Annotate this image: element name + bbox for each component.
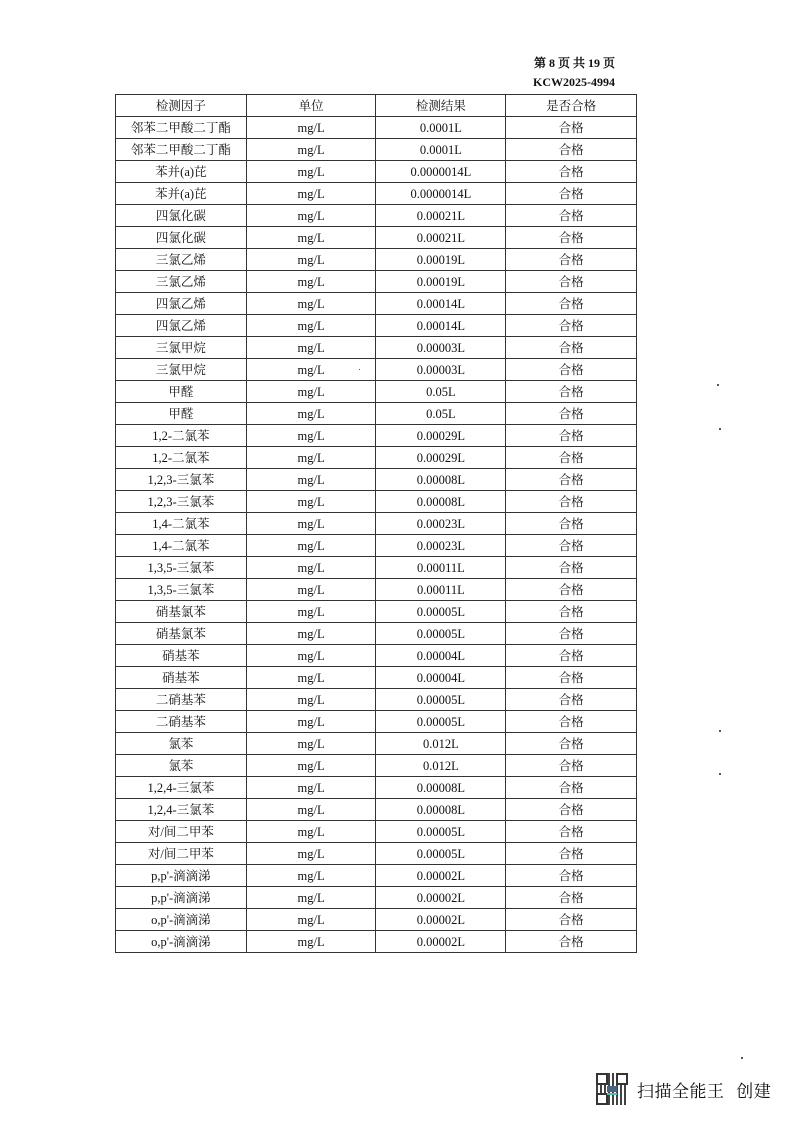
cell-factor: 三氯乙烯 — [116, 271, 247, 293]
cell-factor: 对/间二甲苯 — [116, 821, 247, 843]
table-body — [116, 117, 637, 953]
cell-factor: 氯苯 — [116, 733, 247, 755]
cell-qualified: 合格 — [506, 403, 637, 425]
cell-result: 0.00014L — [376, 293, 506, 315]
scanner-watermark — [596, 1073, 771, 1105]
cell-qualified: 合格 — [506, 117, 637, 139]
cell-qualified: 合格 — [506, 821, 637, 843]
cell-result: 0.00005L — [376, 821, 506, 843]
table-row — [116, 161, 637, 183]
cell-factor: o,p'-滴滴涕 — [116, 931, 247, 953]
report-number: KCW2025-4994 — [533, 75, 615, 89]
table-row — [116, 447, 637, 469]
table-row — [116, 337, 637, 359]
cell-unit: mg/L — [246, 447, 376, 469]
cell-qualified: 合格 — [506, 535, 637, 557]
cell-unit: mg/L — [246, 469, 376, 491]
cell-result: 0.0001L — [376, 117, 506, 139]
table-row — [116, 865, 637, 887]
cell-factor: 四氯化碳 — [116, 205, 247, 227]
table-row — [116, 799, 637, 821]
scan-speck — [741, 1057, 743, 1059]
cell-qualified: 合格 — [506, 557, 637, 579]
cell-result: 0.00019L — [376, 249, 506, 271]
table-row — [116, 359, 637, 381]
cell-result: 0.00002L — [376, 865, 506, 887]
cell-qualified: 合格 — [506, 139, 637, 161]
cell-result: 0.00002L — [376, 909, 506, 931]
cell-result: 0.00029L — [376, 425, 506, 447]
cell-factor: 三氯甲烷 — [116, 337, 247, 359]
table-row — [116, 931, 637, 953]
cell-qualified: 合格 — [506, 513, 637, 535]
cell-unit: mg/L — [246, 711, 376, 733]
cell-factor: 1,3,5-三氯苯 — [116, 557, 247, 579]
cell-qualified: 合格 — [506, 931, 637, 953]
table-row — [116, 843, 637, 865]
page-header — [505, 54, 615, 92]
cell-unit: mg/L — [246, 777, 376, 799]
cell-qualified: 合格 — [506, 777, 637, 799]
table-row — [116, 535, 637, 557]
cell-unit: mg/L — [246, 315, 376, 337]
scan-speck — [359, 369, 360, 370]
cell-result: 0.00004L — [376, 645, 506, 667]
cell-qualified: 合格 — [506, 183, 637, 205]
cell-unit: mg/L — [246, 337, 376, 359]
cell-factor: 邻苯二甲酸二丁酯 — [116, 139, 247, 161]
cell-unit: mg/L — [246, 689, 376, 711]
table-row — [116, 645, 637, 667]
cell-result: 0.00005L — [376, 601, 506, 623]
cell-unit: mg/L — [246, 491, 376, 513]
cell-factor: 1,4-二氯苯 — [116, 535, 247, 557]
scan-speck — [719, 730, 721, 732]
results-table — [115, 94, 637, 953]
table-row — [116, 381, 637, 403]
table-row — [116, 315, 637, 337]
cell-factor: 四氯乙烯 — [116, 293, 247, 315]
cell-qualified: 合格 — [506, 623, 637, 645]
cell-factor: 1,2-二氯苯 — [116, 447, 247, 469]
cell-factor: 1,2,4-三氯苯 — [116, 799, 247, 821]
cell-result: 0.00011L — [376, 579, 506, 601]
qr-code-icon — [596, 1073, 628, 1105]
cell-factor: o,p'-滴滴涕 — [116, 909, 247, 931]
cell-result: 0.00008L — [376, 777, 506, 799]
table-row — [116, 821, 637, 843]
cell-unit: mg/L — [246, 535, 376, 557]
cell-qualified: 合格 — [506, 359, 637, 381]
cell-factor: 邻苯二甲酸二丁酯 — [116, 117, 247, 139]
cell-factor: 三氯甲烷 — [116, 359, 247, 381]
cell-factor: 1,2,3-三氯苯 — [116, 469, 247, 491]
column-header-result: 检测结果 — [376, 95, 506, 117]
cell-result: 0.00019L — [376, 271, 506, 293]
cell-qualified: 合格 — [506, 161, 637, 183]
cell-qualified: 合格 — [506, 667, 637, 689]
cell-result: 0.00021L — [376, 227, 506, 249]
table-row — [116, 513, 637, 535]
cell-result: 0.00004L — [376, 667, 506, 689]
cell-factor: 1,2,3-三氯苯 — [116, 491, 247, 513]
cell-factor: 1,4-二氯苯 — [116, 513, 247, 535]
cell-qualified: 合格 — [506, 711, 637, 733]
cell-result: 0.0000014L — [376, 183, 506, 205]
scan-speck — [719, 773, 721, 775]
cell-result: 0.00002L — [376, 887, 506, 909]
table-row — [116, 227, 637, 249]
cell-result: 0.00023L — [376, 535, 506, 557]
cell-unit: mg/L — [246, 227, 376, 249]
cell-result: 0.00008L — [376, 469, 506, 491]
cell-qualified: 合格 — [506, 865, 637, 887]
cell-unit: mg/L — [246, 667, 376, 689]
cell-unit: mg/L — [246, 887, 376, 909]
cell-unit: mg/L — [246, 579, 376, 601]
table-row — [116, 689, 637, 711]
cell-unit: mg/L — [246, 601, 376, 623]
cell-qualified: 合格 — [506, 381, 637, 403]
table-row — [116, 909, 637, 931]
cell-factor: 硝基苯 — [116, 645, 247, 667]
cell-unit: mg/L — [246, 403, 376, 425]
cell-result: 0.012L — [376, 755, 506, 777]
cell-unit: mg/L — [246, 249, 376, 271]
table-row — [116, 623, 637, 645]
cell-unit: mg/L — [246, 513, 376, 535]
table-row — [116, 491, 637, 513]
cell-qualified: 合格 — [506, 227, 637, 249]
cell-factor: 三氯乙烯 — [116, 249, 247, 271]
cell-factor: 硝基氯苯 — [116, 623, 247, 645]
cell-unit: mg/L — [246, 843, 376, 865]
cell-qualified: 合格 — [506, 645, 637, 667]
cell-qualified: 合格 — [506, 337, 637, 359]
column-header-unit: 单位 — [246, 95, 376, 117]
cell-result: 0.05L — [376, 381, 506, 403]
cell-factor: p,p'-滴滴涕 — [116, 865, 247, 887]
cell-factor: 对/间二甲苯 — [116, 843, 247, 865]
cell-qualified: 合格 — [506, 249, 637, 271]
table-row — [116, 601, 637, 623]
table-header-row — [116, 95, 637, 117]
cell-factor: 硝基苯 — [116, 667, 247, 689]
cell-factor: 苯并(a)芘 — [116, 161, 247, 183]
cell-result: 0.00003L — [376, 337, 506, 359]
cell-factor: 二硝基苯 — [116, 711, 247, 733]
cell-qualified: 合格 — [506, 755, 637, 777]
table-row — [116, 579, 637, 601]
cell-result: 0.00005L — [376, 843, 506, 865]
cell-unit: mg/L — [246, 293, 376, 315]
cell-unit: mg/L — [246, 865, 376, 887]
cell-result: 0.00003L — [376, 359, 506, 381]
cell-result: 0.05L — [376, 403, 506, 425]
column-header-factor: 检测因子 — [116, 95, 247, 117]
cell-unit: mg/L — [246, 205, 376, 227]
cell-unit: mg/L — [246, 755, 376, 777]
cell-qualified: 合格 — [506, 887, 637, 909]
cell-factor: 1,2,4-三氯苯 — [116, 777, 247, 799]
cell-result: 0.0000014L — [376, 161, 506, 183]
cell-result: 0.00011L — [376, 557, 506, 579]
table-row — [116, 183, 637, 205]
cell-factor: 硝基氯苯 — [116, 601, 247, 623]
cell-qualified: 合格 — [506, 271, 637, 293]
cell-qualified: 合格 — [506, 579, 637, 601]
column-header-qualified: 是否合格 — [506, 95, 637, 117]
cell-qualified: 合格 — [506, 469, 637, 491]
cell-unit: mg/L — [246, 117, 376, 139]
table-row — [116, 205, 637, 227]
cell-qualified: 合格 — [506, 601, 637, 623]
cell-qualified: 合格 — [506, 293, 637, 315]
cell-qualified: 合格 — [506, 843, 637, 865]
cell-factor: 四氯化碳 — [116, 227, 247, 249]
cell-result: 0.00008L — [376, 491, 506, 513]
cell-factor: 二硝基苯 — [116, 689, 247, 711]
table-row — [116, 469, 637, 491]
cell-qualified: 合格 — [506, 447, 637, 469]
cell-unit: mg/L — [246, 161, 376, 183]
cell-unit: mg/L — [246, 821, 376, 843]
cell-qualified: 合格 — [506, 733, 637, 755]
cell-result: 0.00002L — [376, 931, 506, 953]
cell-qualified: 合格 — [506, 909, 637, 931]
cell-qualified: 合格 — [506, 799, 637, 821]
cell-unit: mg/L — [246, 139, 376, 161]
cell-result: 0.00029L — [376, 447, 506, 469]
cell-unit: mg/L — [246, 557, 376, 579]
cell-unit: mg/L — [246, 909, 376, 931]
cell-unit: mg/L — [246, 359, 376, 381]
cell-result: 0.012L — [376, 733, 506, 755]
table-row — [116, 733, 637, 755]
cell-qualified: 合格 — [506, 315, 637, 337]
cell-factor: 四氯乙烯 — [116, 315, 247, 337]
cell-unit: mg/L — [246, 271, 376, 293]
table-row — [116, 711, 637, 733]
table-row — [116, 777, 637, 799]
scan-speck — [717, 384, 719, 386]
cell-unit: mg/L — [246, 381, 376, 403]
table-row — [116, 139, 637, 161]
table-row — [116, 117, 637, 139]
cell-qualified: 合格 — [506, 491, 637, 513]
cell-result: 0.00014L — [376, 315, 506, 337]
cell-factor: 氯苯 — [116, 755, 247, 777]
cell-result: 0.00005L — [376, 689, 506, 711]
table-row — [116, 271, 637, 293]
cell-factor: 1,2-二氯苯 — [116, 425, 247, 447]
cell-unit: mg/L — [246, 733, 376, 755]
cell-factor: p,p'-滴滴涕 — [116, 887, 247, 909]
cell-factor: 1,3,5-三氯苯 — [116, 579, 247, 601]
table-row — [116, 667, 637, 689]
table-row — [116, 293, 637, 315]
cell-factor: 苯并(a)芘 — [116, 183, 247, 205]
cell-unit: mg/L — [246, 623, 376, 645]
cell-qualified: 合格 — [506, 425, 637, 447]
table-row — [116, 887, 637, 909]
cell-result: 0.00005L — [376, 711, 506, 733]
cell-unit: mg/L — [246, 799, 376, 821]
cell-qualified: 合格 — [506, 205, 637, 227]
cell-result: 0.00023L — [376, 513, 506, 535]
table-row — [116, 755, 637, 777]
page-number: 第 8 页 共 19 页 — [533, 56, 615, 70]
cell-result: 0.00005L — [376, 623, 506, 645]
cell-unit: mg/L — [246, 183, 376, 205]
watermark-text: 扫描全能王 创建 — [637, 1081, 772, 1102]
table-row — [116, 425, 637, 447]
cell-qualified: 合格 — [506, 689, 637, 711]
table-row — [116, 249, 637, 271]
cell-unit: mg/L — [246, 931, 376, 953]
cell-factor: 甲醛 — [116, 381, 247, 403]
cell-factor: 甲醛 — [116, 403, 247, 425]
cell-result: 0.0001L — [376, 139, 506, 161]
cell-result: 0.00008L — [376, 799, 506, 821]
table-row — [116, 403, 637, 425]
cell-unit: mg/L — [246, 425, 376, 447]
scan-speck — [719, 428, 721, 430]
cell-unit: mg/L — [246, 645, 376, 667]
table-row — [116, 557, 637, 579]
cell-result: 0.00021L — [376, 205, 506, 227]
